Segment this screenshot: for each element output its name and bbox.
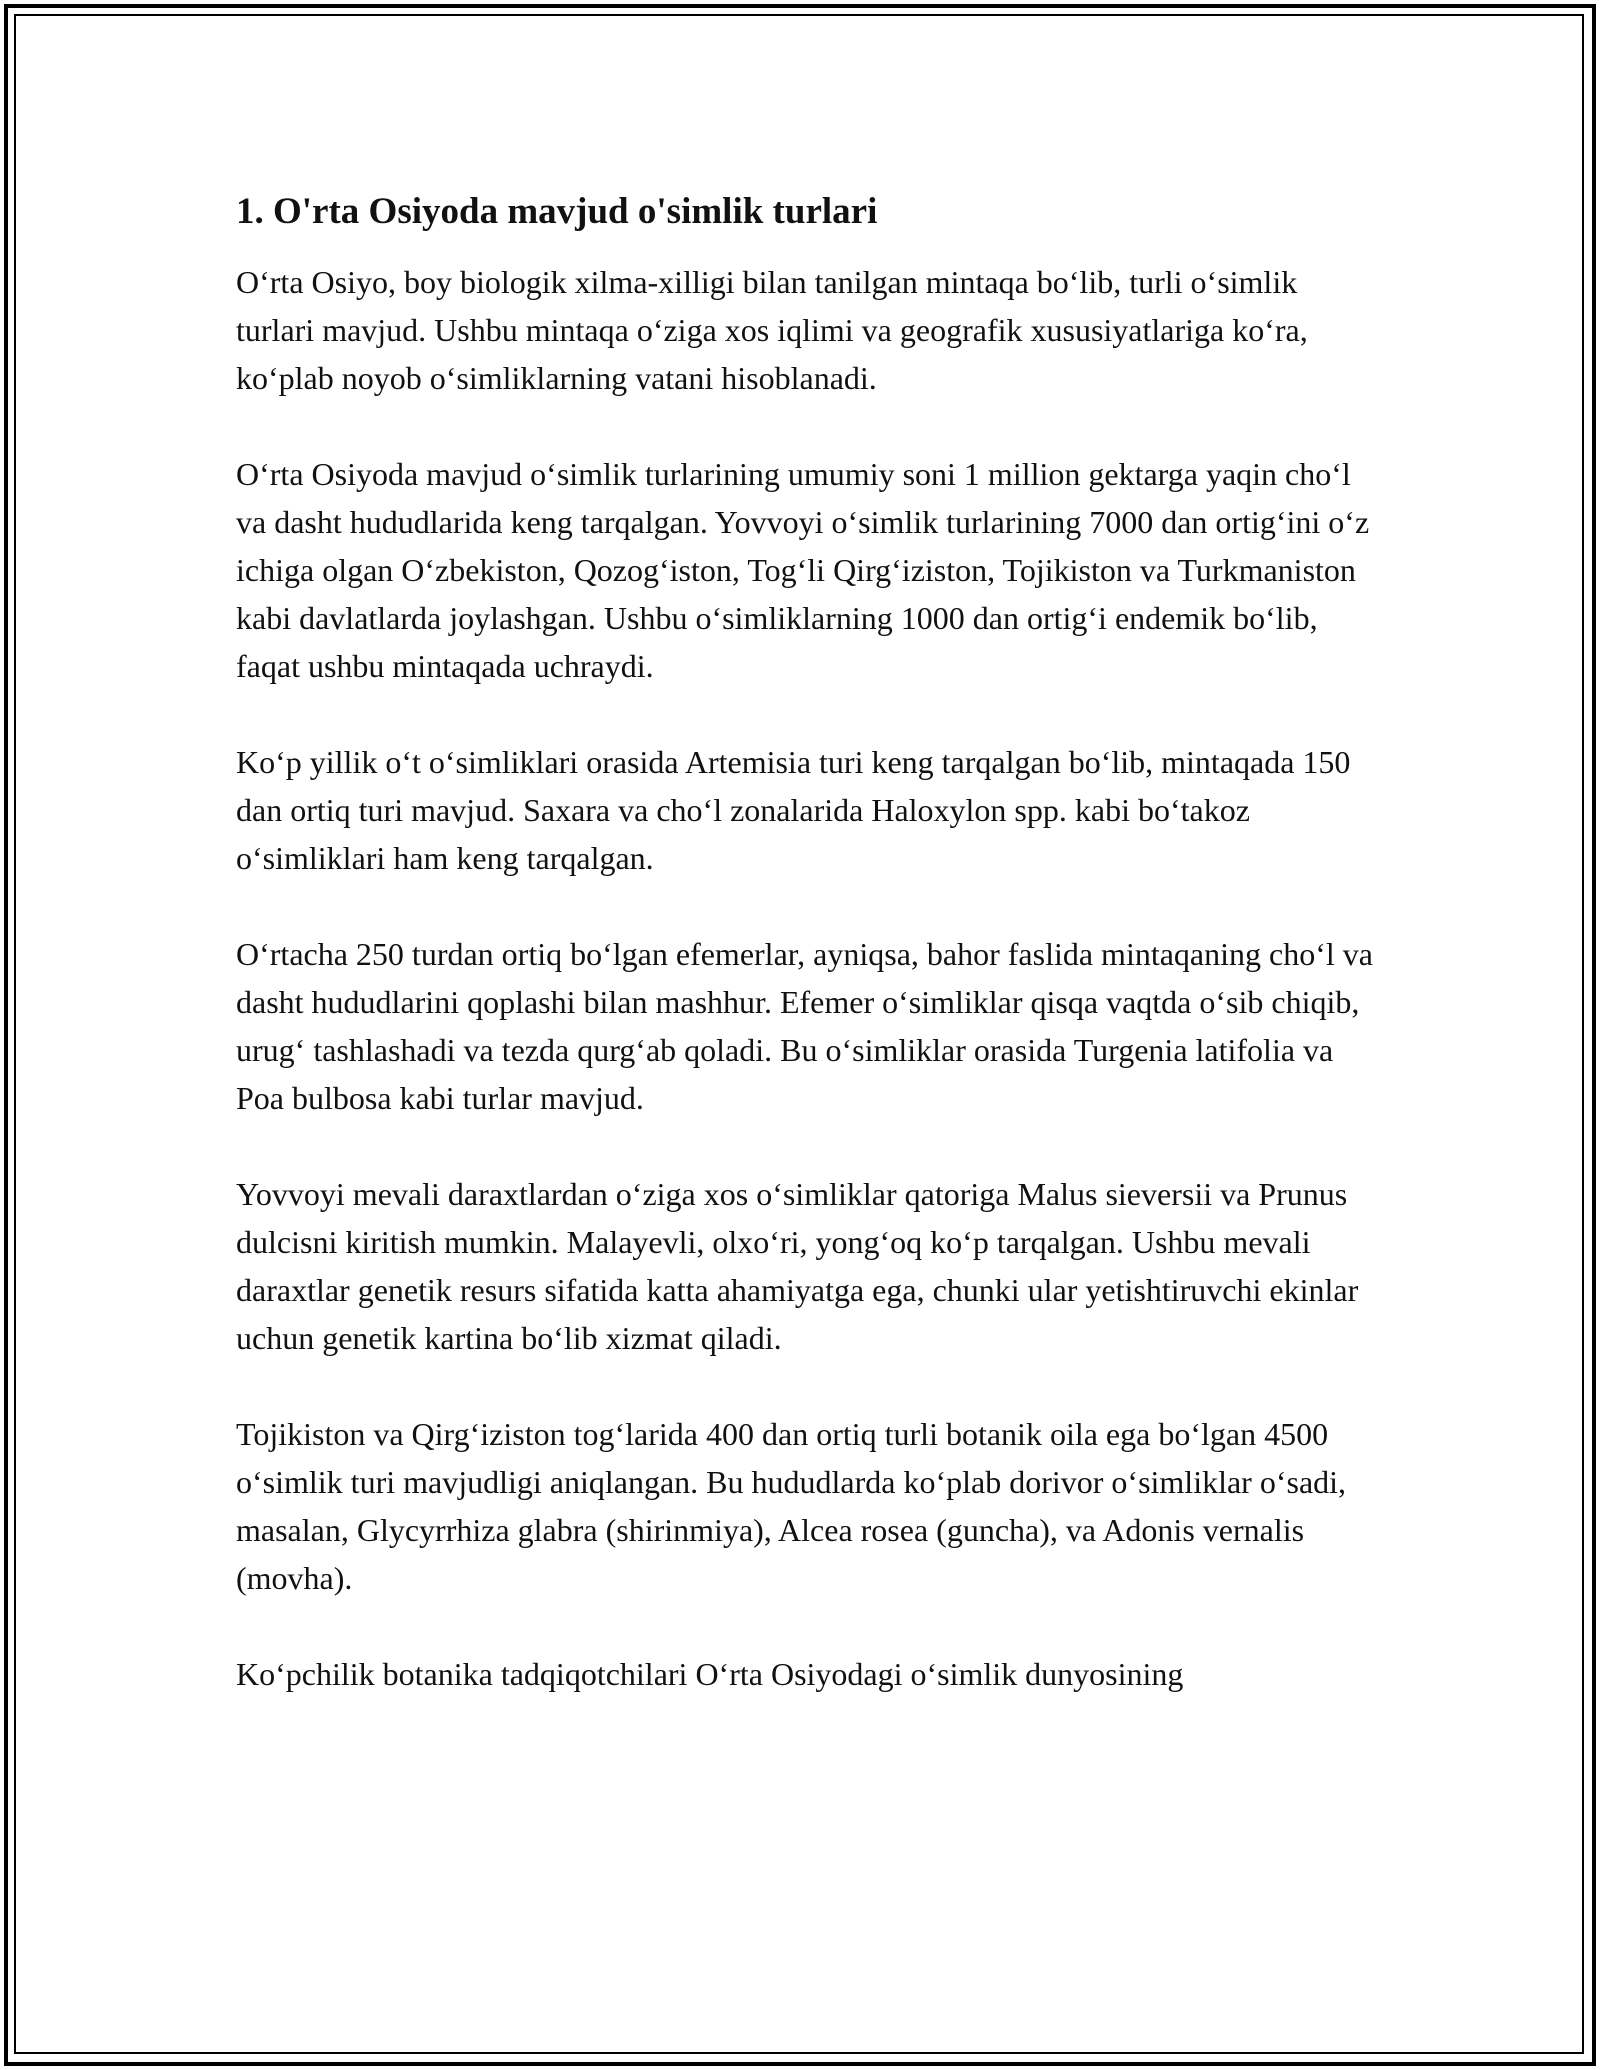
paragraph-fruit-trees: Yovvoyi mevali daraxtlardan o‘ziga xos o‘simliklar qatoriga Malus sieversii va Prunus dulcisni kiritish mumkin. Malayevli, olxo‘ri, yong‘oq ko‘p tarqalgan. Ushbu mevali daraxtlar genetik resurs sifatida katta ahamiyatga ega, chunki ular yetishtiruvchi ekinlar uchun genetik kartina bo‘lib xizmat qiladi. bbox=[236, 1176, 1359, 1356]
paragraph-species-count: O‘rta Osiyoda mavjud o‘simlik turlarining umumiy soni 1 million gektarga yaqin cho‘l va dasht hududlarida keng tarqalgan. Yovvoyi o‘simlik turlarining 7000 dan ortig‘ini o‘z ichiga olgan O‘zbekiston, Qozog‘iston, Tog‘li Qirg‘iziston, Tojikiston va Turkmaniston kabi davlatlarda joylashgan. Ushbu o‘simliklarning 1000 dan ortig‘i endemik bo‘lib, faqat ushbu mintaqada uchraydi. bbox=[236, 456, 1370, 684]
paragraph-artemisia: Ko‘p yillik o‘t o‘simliklari orasida Artemisia turi keng tarqalgan bo‘lib, mintaqada 150 dan ortiq turi mavjud. Saxara va cho‘l zonalarida Haloxylon spp. kabi bo‘takoz o‘simliklari ham keng tarqalgan. bbox=[236, 744, 1351, 876]
paragraph-mountain-flora: Tojikiston va Qirg‘iziston tog‘larida 400 dan ortiq turli botanik oila ega bo‘lgan 4500 o‘simlik turi mavjudligi aniqlangan. Bu hududlarda ko‘plab dorivor o‘simliklar o‘sadi, masalan, Glycyrrhiza glabra (shirinmiya), Alcea rosea (guncha), va Adonis vernalis (movha). bbox=[236, 1416, 1347, 1596]
paragraph-ephemerals: O‘rtacha 250 turdan ortiq bo‘lgan efemerlar, ayniqsa, bahor faslida mintaqaning cho‘l va dasht hududlarini qoplashi bilan mashhur. Efemer o‘simliklar qisqa vaqtda o‘sib chiqib, urug‘ tashlashadi va tezda qurg‘ab qoladi. Bu o‘simliklar orasida Turgenia latifolia va Poa bulbosa kabi turlar mavjud. bbox=[236, 936, 1373, 1116]
paragraph-intro: O‘rta Osiyo, boy biologik xilma-xilligi bilan tanilgan mintaqa bo‘lib, turli o‘simlik turlari mavjud. Ushbu mintaqa o‘ziga xos iqlimi va geografik xususiyatlariga ko‘ra, ko‘plab noyob o‘simliklarning vatani hisoblanadi. bbox=[236, 264, 1308, 396]
paragraph-researchers: Ko‘pchilik botanika tadqiqotchilari O‘rta Osiyodagi o‘simlik dunyosining bbox=[236, 1656, 1184, 1692]
document-body bbox=[236, 188, 1376, 1698]
section-heading: 1. O'rta Osiyoda mavjud o'simlik turlari bbox=[236, 191, 878, 232]
